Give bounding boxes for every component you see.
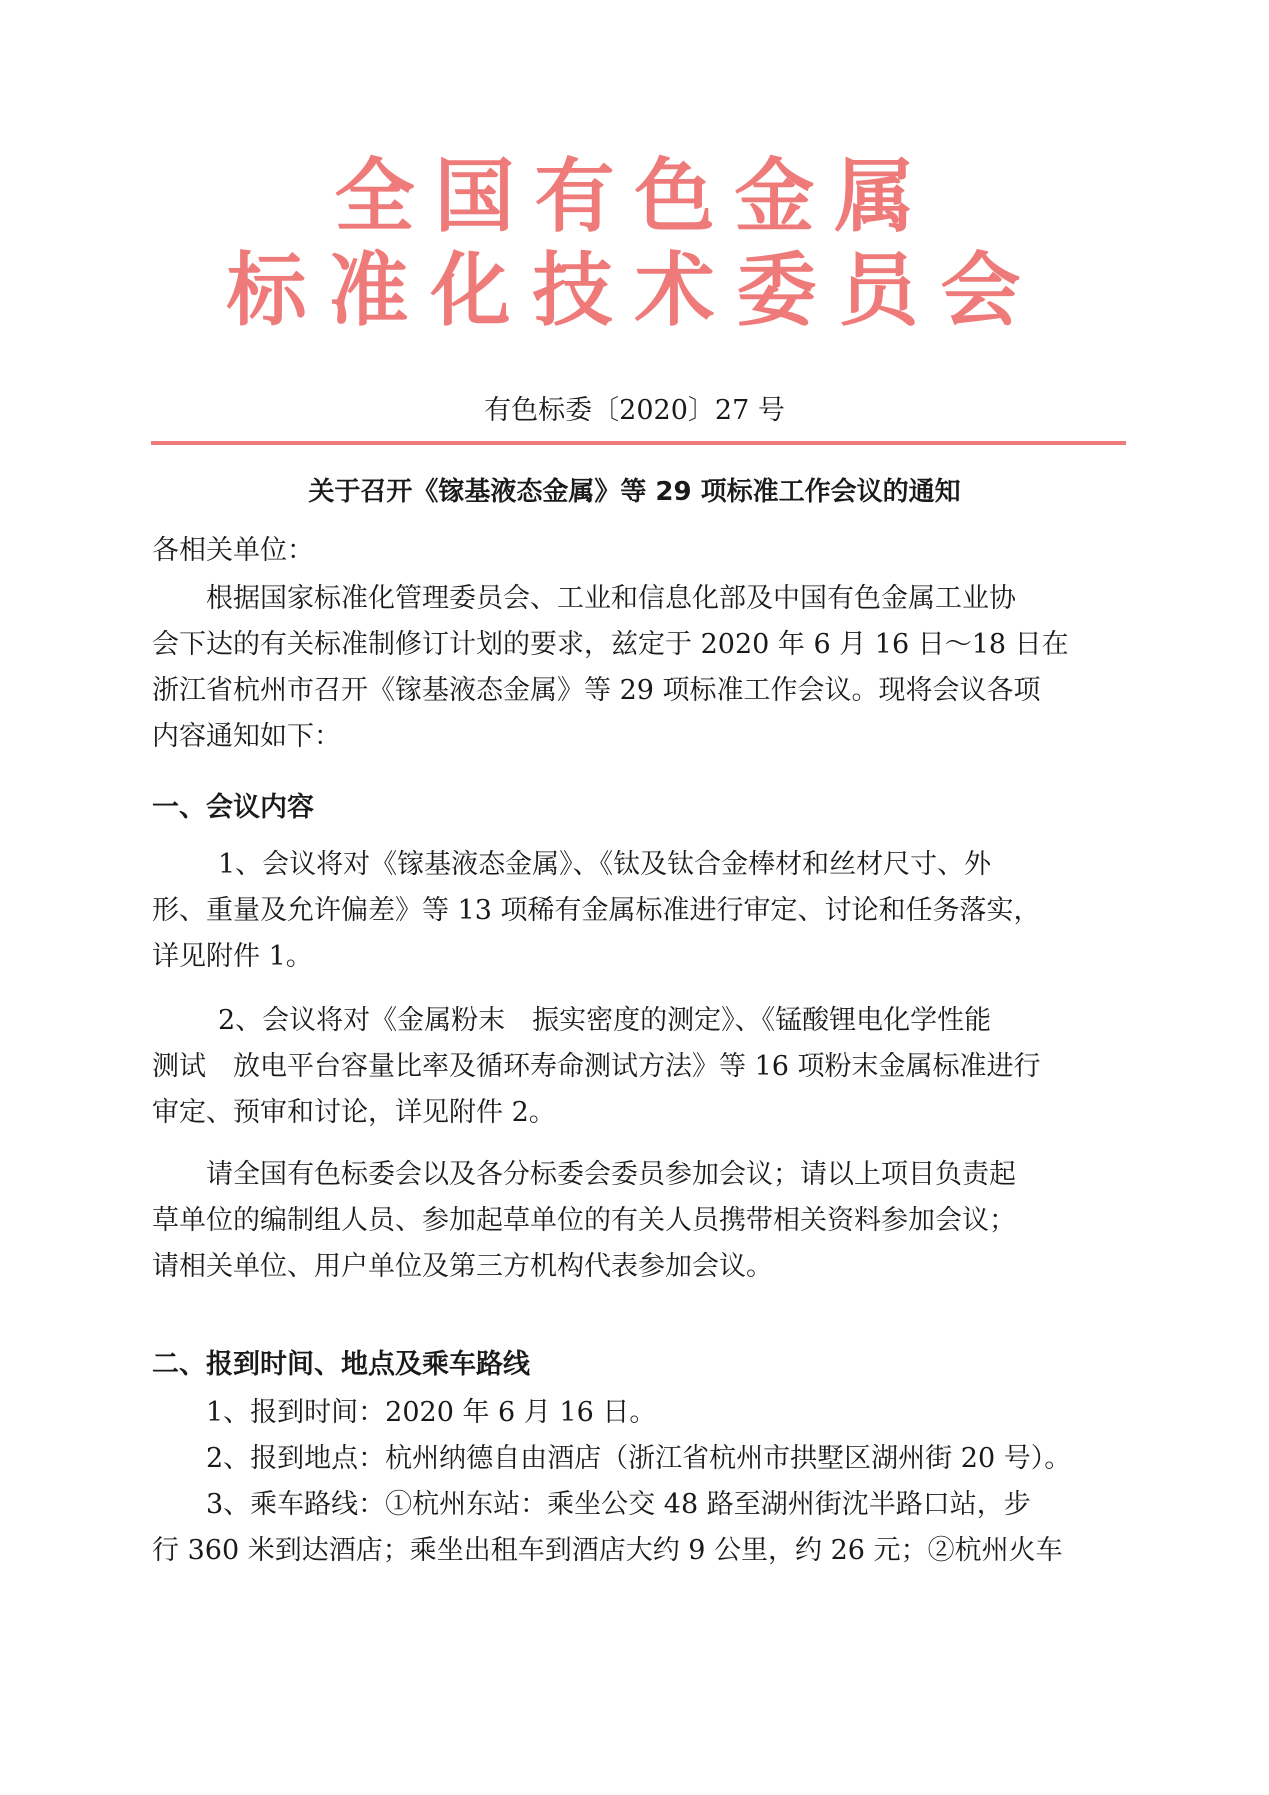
content-item-1-line: 详见附件 1。 — [152, 941, 313, 972]
report-place: 2、报到地点：杭州纳德自由酒店（浙江省杭州市拱墅区湖州街 20 号）。 — [206, 1443, 1072, 1474]
content-item-1-line: 形、重量及允许偏差》等 13 项稀有金属标准进行审定、讨论和任务落实， — [152, 895, 1041, 926]
intro-line: 浙江省杭州市召开《镓基液态金属》等 29 项标准工作会议。现将会议各项 — [152, 675, 1041, 706]
letterhead-line-2: 标准化技术委员会 — [226, 244, 1043, 337]
red-divider — [151, 441, 1126, 445]
section-heading: 二、报到时间、地点及乘车路线 — [152, 1349, 530, 1380]
intro-line: 内容通知如下： — [152, 721, 341, 752]
content-item-2-line: 测试 放电平台容量比率及循环寿命测试方法》等 16 项粉末金属标准进行 — [152, 1051, 1041, 1082]
route-line: 行 360 米到达酒店；乘坐出租车到酒店大约 9 公里，约 26 元；②杭州火车 — [152, 1535, 1063, 1566]
letterhead-line-1: 全国有色金属 — [334, 150, 935, 243]
content-item-1-line: 1、会议将对《镓基液态金属》、《钛及钛合金棒材和丝材尺寸、外 — [218, 849, 992, 880]
section-heading: 一、会议内容 — [152, 792, 314, 823]
content-item-2-line: 2、会议将对《金属粉末 振实密度的测定》、《锰酸锂电化学性能 — [218, 1005, 992, 1036]
route-line: 3、乘车路线：①杭州东站：乘坐公交 48 路至湖州街沈半路口站，步 — [206, 1489, 1031, 1520]
invite-line: 草单位的编制组人员、参加起草单位的有关人员携带相关资料参加会议； — [152, 1205, 1016, 1236]
document-number: 有色标委〔2020〕27 号 — [484, 395, 785, 426]
report-time: 1、报到时间：2020 年 6 月 16 日。 — [206, 1397, 657, 1428]
invite-line: 请相关单位、用户单位及第三方机构代表参加会议。 — [152, 1251, 773, 1282]
content-item-2-line: 审定、预审和讨论，详见附件 2。 — [152, 1097, 556, 1128]
salutation: 各相关单位： — [152, 535, 314, 566]
intro-line: 根据国家标准化管理委员会、工业和信息化部及中国有色金属工业协 — [206, 583, 1016, 614]
notice-title: 关于召开《镓基液态金属》等 29 项标准工作会议的通知 — [308, 477, 961, 507]
invite-line: 请全国有色标委会以及各分标委会委员参加会议；请以上项目负责起 — [206, 1159, 1016, 1190]
intro-line: 会下达的有关标准制修订计划的要求，兹定于 2020 年 6 月 16 日～18 日在 — [152, 629, 1069, 660]
